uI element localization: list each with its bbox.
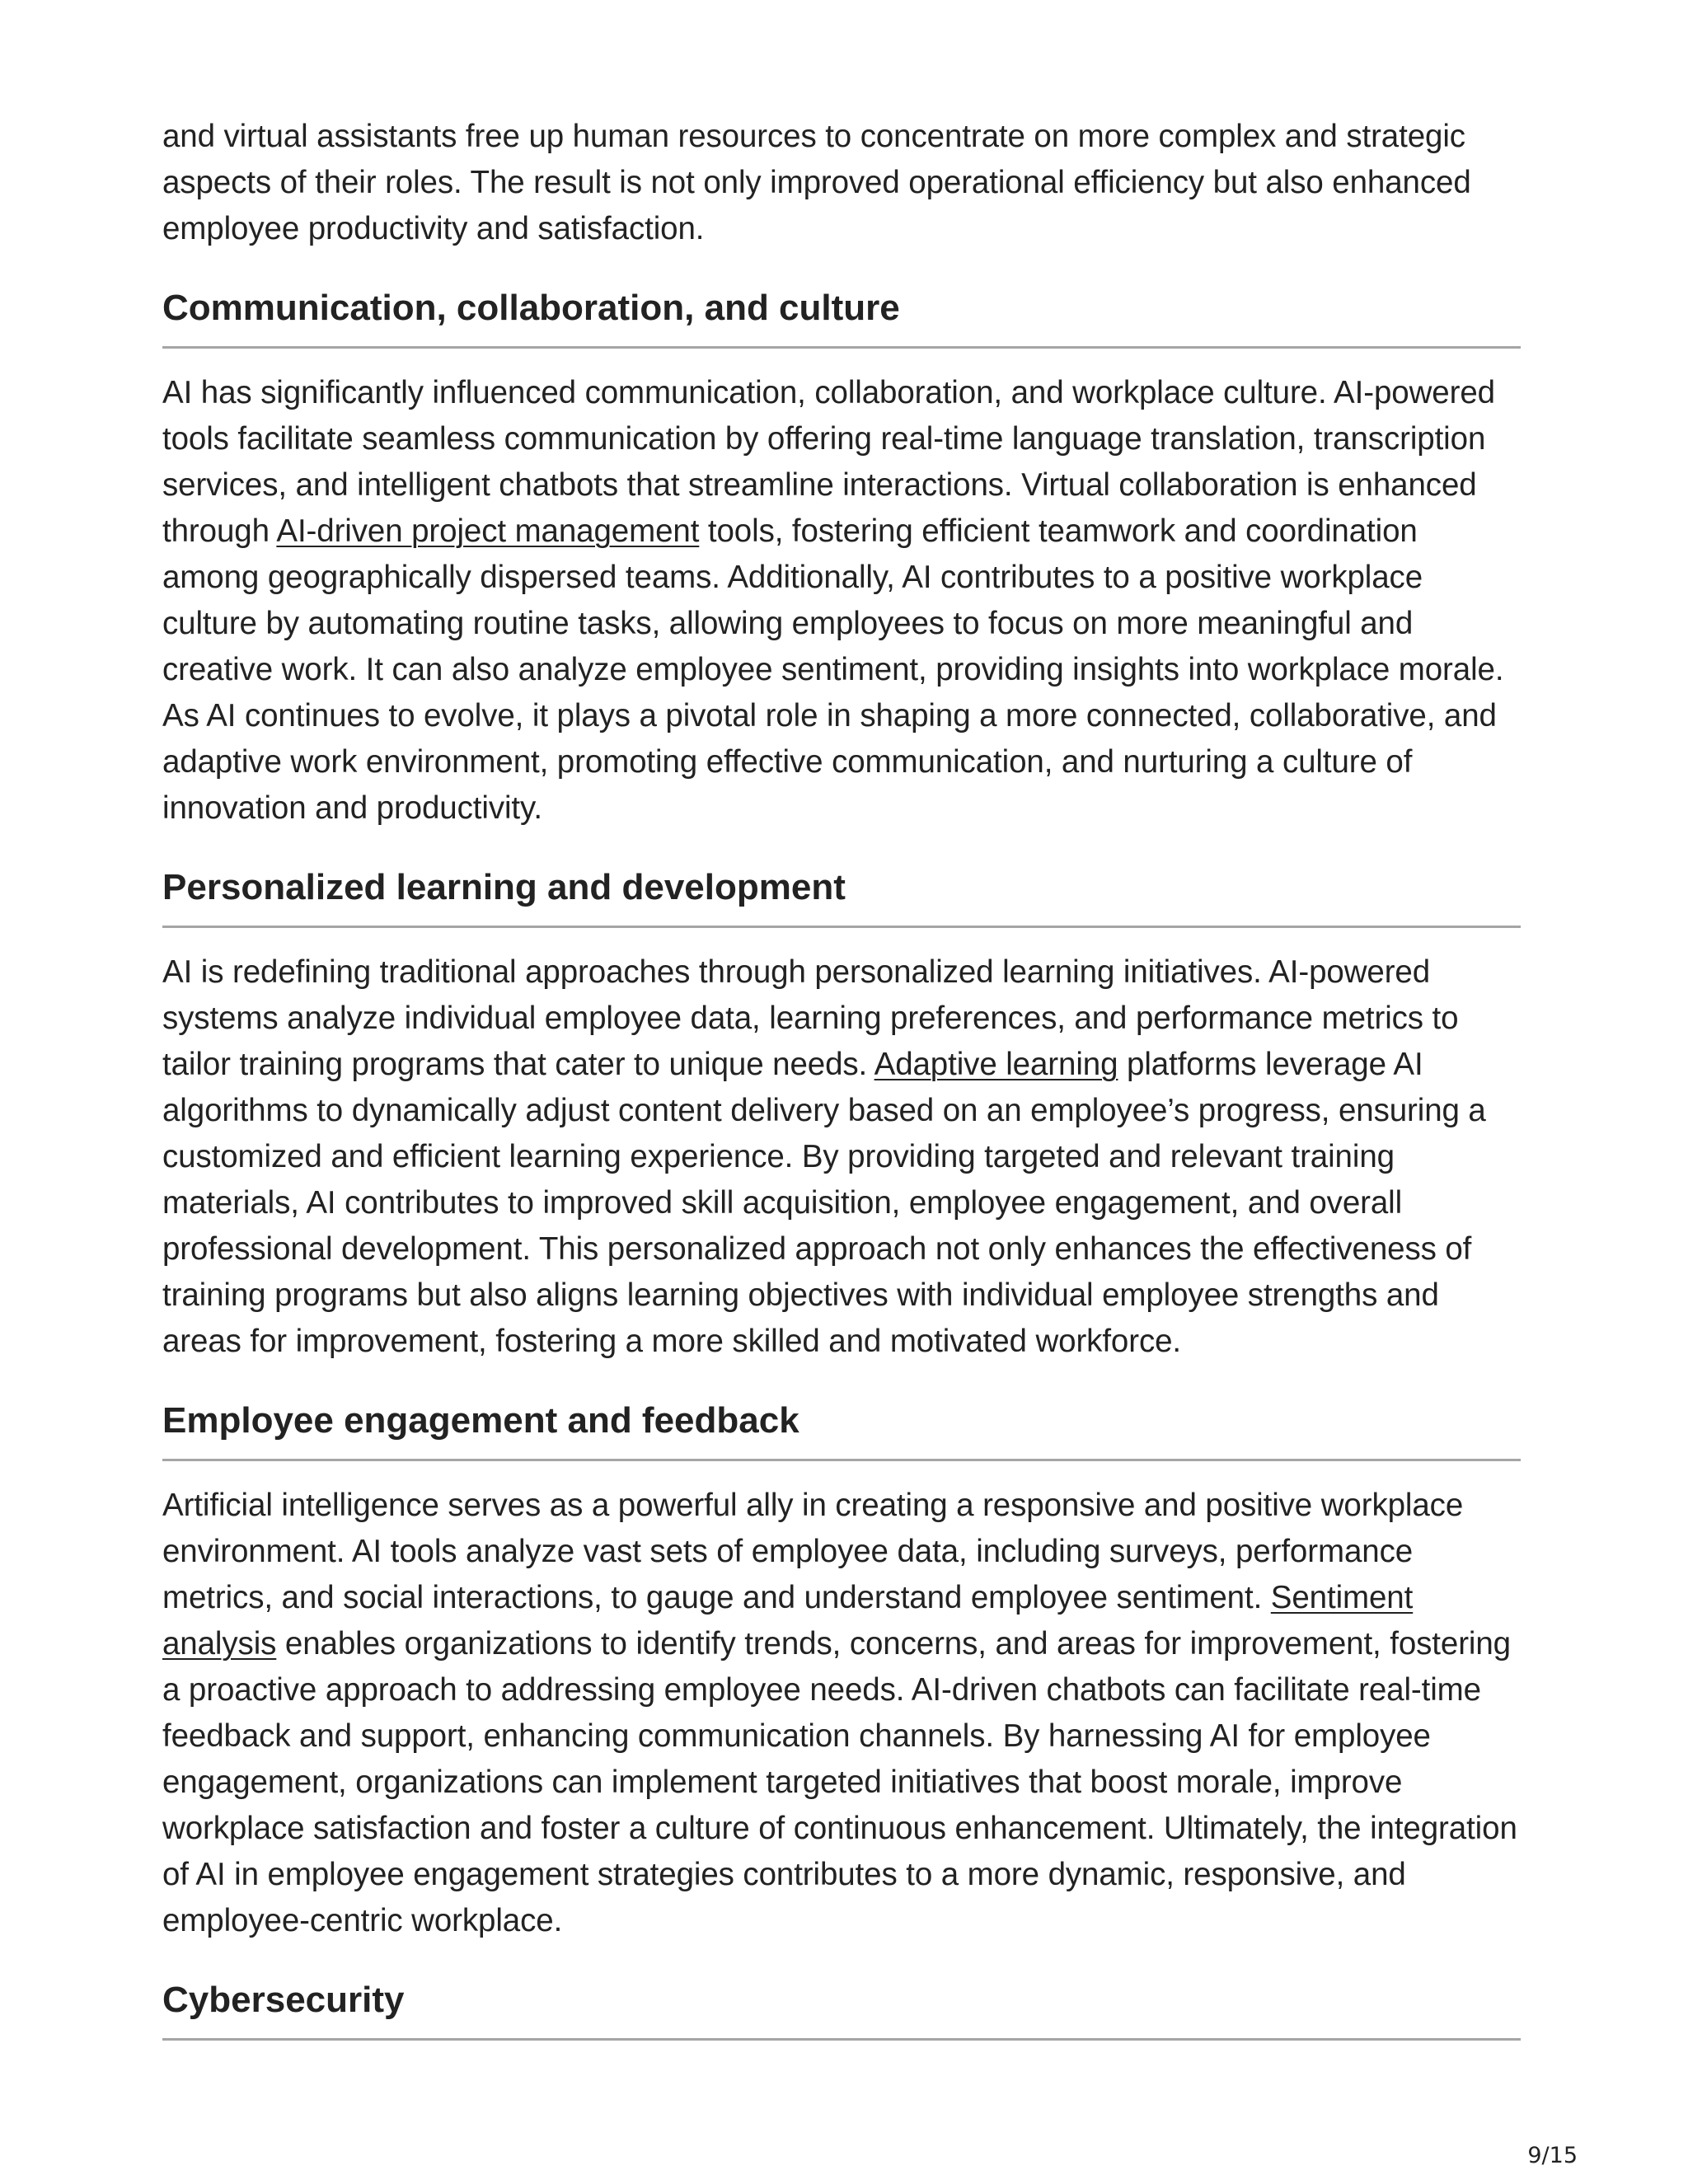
paragraph-text: tools, fostering efficient teamwork and coordination among geographically dispersed teams. Additionally, AI contributes to a positive workplace culture by automating routine tasks, allowing employees to focus on more meaningful and creative work. It can also analyze employee sentiment, providing insights into workplace morale. As AI continues to evolve, it plays a pivotal role in shaping a more connected, collaborative, and adaptive work environment, promoting effective communication, and nurturing a culture of innovation and productivity.: [162, 513, 1504, 826]
article-content: [162, 114, 1521, 2041]
page-number: 9/15: [1527, 2143, 1578, 2168]
paragraph-text: Artificial intelligence serves as a powerful ally in creating a responsive and positive workplace environment. AI tools analyze vast sets of employee data, including surveys, performance metrics, and social interactions, to gauge and understand employee sentiment.: [162, 1488, 1464, 1615]
heading-personalized-learning: Personalized learning and development: [162, 866, 1521, 928]
paragraph-text: AI is redefining traditional approaches through personalized learning initiatives. AI-powered systems analyze individual employee data, learning preferences, and performance metrics to tailor training programs that cater to unique needs.: [162, 954, 1459, 1082]
heading-employee-engagement: Employee engagement and feedback: [162, 1399, 1521, 1461]
paragraph-text: platforms leverage AI algorithms to dynamically adjust content delivery based on an employee’s progress, ensuring a customized and efficient learning experience. By providing targeted and relevant training materials, AI contributes to improved skill acquisition, employee engagement, and overall professional development. This personalized approach not only enhances the effectiveness of training programs but also aligns learning objectives with individual employee strengths and areas for improvement, fostering a more skilled and motivated workforce.: [162, 1047, 1486, 1359]
paragraph-text: enables organizations to identify trends, concerns, and areas for improvement, fostering a proactive approach to addressing employee needs. AI-driven chatbots can facilitate real-time feedback and support, enhancing communication channels. By harnessing AI for employee engagement, organizations can implement targeted initiatives that boost morale, improve workplace satisfaction and foster a culture of continuous enhancement. Ultimately, the integration of AI in employee engagement strategies contributes to a more dynamic, responsive, and employee-centric workplace.: [162, 1626, 1517, 1938]
heading-cybersecurity: Cybersecurity: [162, 1979, 1521, 2041]
heading-communication-collaboration-culture: Communication, collaboration, and culture: [162, 287, 1521, 349]
link-ai-driven-project-management[interactable]: AI-driven project management: [276, 513, 700, 549]
paragraph-personalized-learning: [162, 949, 1521, 1365]
link-sentiment-analysis[interactable]: Sentiment analysis: [162, 1580, 1414, 1661]
paragraph-text: AI has significantly influenced communication, collaboration, and workplace culture. AI-powered tools facilitate seamless communication by offering real-time language translation, transcription services, and intelligent chatbots that streamline interactions. Virtual collaboration is enhanced through: [162, 375, 1495, 549]
paragraph-communication-collaboration-culture: [162, 370, 1521, 832]
link-adaptive-learning[interactable]: Adaptive learning: [874, 1047, 1118, 1082]
paragraph-employee-engagement: [162, 1483, 1521, 1944]
intro-paragraph: and virtual assistants free up human resources to concentrate on more complex and strategic aspects of their roles. The result is not only improved operational efficiency but also enhanced employee productivity and satisfaction.: [162, 119, 1471, 246]
